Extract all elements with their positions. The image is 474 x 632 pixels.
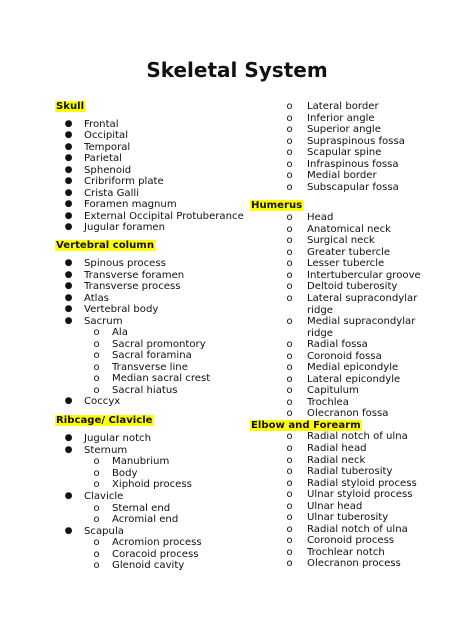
- list-item: Subscapular fossa: [307, 182, 399, 193]
- list-item: Sphenoid: [84, 165, 132, 176]
- bullet-circle-icon: o: [286, 547, 293, 558]
- list-item: Trochlear notch: [307, 547, 385, 558]
- bullet-dot-icon: ●: [64, 153, 73, 163]
- list-item: Deltoid tuberosity: [307, 281, 398, 292]
- bullet-circle-icon: o: [93, 479, 100, 490]
- bullet-circle-icon: o: [286, 212, 293, 223]
- list-item: Infraspinous fossa: [307, 159, 399, 170]
- list-item: Medial supracondylar: [307, 316, 416, 327]
- list-item: Lateral border: [307, 101, 379, 112]
- list-item: Frontal: [84, 119, 119, 130]
- list-item: Coracoid process: [112, 549, 199, 560]
- bullet-dot-icon: ●: [64, 258, 73, 268]
- list-item: Vertebral body: [84, 304, 159, 315]
- bullet-circle-icon: o: [286, 281, 293, 292]
- bullet-dot-icon: ●: [64, 176, 73, 186]
- bullet-circle-icon: o: [286, 270, 293, 281]
- list-item: Clavicle: [84, 491, 124, 502]
- list-item: Radial head: [307, 443, 367, 454]
- list-item: Head: [307, 212, 334, 223]
- bullet-circle-icon: o: [286, 159, 293, 170]
- bullet-circle-icon: o: [286, 247, 293, 258]
- bullet-dot-icon: ●: [64, 304, 73, 314]
- bullet-circle-icon: o: [286, 316, 293, 327]
- bullet-circle-icon: o: [93, 373, 100, 384]
- bullet-circle-icon: o: [93, 537, 100, 548]
- bullet-circle-icon: o: [286, 293, 293, 304]
- list-item: Scapular spine: [307, 147, 382, 158]
- list-item: Sacral hiatus: [112, 385, 178, 396]
- bullet-circle-icon: o: [286, 136, 293, 147]
- list-item: Trochlea: [307, 397, 349, 408]
- bullet-circle-icon: o: [286, 351, 293, 362]
- bullet-circle-icon: o: [93, 560, 100, 571]
- list-item: Sternum: [84, 445, 128, 456]
- bullet-dot-icon: ●: [64, 165, 73, 175]
- list-item: Sacral foramina: [112, 350, 192, 361]
- list-item: Acromial end: [112, 514, 179, 525]
- list-item: Median sacral crest: [112, 373, 211, 384]
- list-item: Parietal: [84, 153, 122, 164]
- list-item: Temporal: [84, 142, 131, 153]
- section-heading-text: Ribcage/ Clavicle: [56, 415, 153, 426]
- list-item: Jugular notch: [84, 433, 152, 444]
- bullet-circle-icon: o: [93, 549, 100, 560]
- list-item: Inferior angle: [307, 113, 375, 124]
- bullet-circle-icon: o: [286, 101, 293, 112]
- bullet-circle-icon: o: [286, 478, 293, 489]
- bullet-circle-icon: o: [93, 514, 100, 525]
- list-item: Surgical neck: [307, 235, 375, 246]
- bullet-dot-icon: ●: [64, 130, 73, 140]
- list-item: Medial border: [307, 170, 377, 181]
- bullet-dot-icon: ●: [64, 222, 73, 232]
- list-item: Transverse line: [112, 362, 188, 373]
- bullet-circle-icon: o: [286, 535, 293, 546]
- list-item: Glenoid cavity: [112, 560, 185, 571]
- bullet-dot-icon: ●: [64, 445, 73, 455]
- section-heading-text: Elbow and Forearm: [251, 420, 361, 431]
- bullet-circle-icon: o: [286, 339, 293, 350]
- list-item: Transverse foramen: [84, 270, 185, 281]
- list-item: Medial epicondyle: [307, 362, 399, 373]
- list-item: Sacrum: [84, 316, 123, 327]
- list-item: Ulnar tuberosity: [307, 512, 389, 523]
- list-item: Olecranon process: [307, 558, 401, 569]
- bullet-circle-icon: o: [286, 501, 293, 512]
- bullet-circle-icon: o: [286, 235, 293, 246]
- list-item: Sacral promontory: [112, 339, 206, 350]
- list-item: Atlas: [84, 293, 109, 304]
- list-item: Sternal end: [112, 503, 171, 514]
- bullet-circle-icon: o: [286, 258, 293, 269]
- bullet-dot-icon: ●: [64, 316, 73, 326]
- bullet-circle-icon: o: [286, 431, 293, 442]
- list-item: Radial fossa: [307, 339, 368, 350]
- list-item: Scapula: [84, 526, 124, 537]
- list-item: Coronoid process: [307, 535, 395, 546]
- list-item: Xiphoid process: [112, 479, 192, 490]
- bullet-circle-icon: o: [286, 182, 293, 193]
- bullet-circle-icon: o: [286, 466, 293, 477]
- section-heading-text: Vertebral column: [56, 240, 155, 251]
- bullet-dot-icon: ●: [64, 281, 73, 291]
- list-item: Greater tubercle: [307, 247, 391, 258]
- list-item: Radial tuberosity: [307, 466, 393, 477]
- section-heading: [250, 200, 303, 211]
- list-item: Radial notch of ulna: [307, 431, 408, 442]
- bullet-circle-icon: o: [286, 455, 293, 466]
- bullet-circle-icon: o: [286, 374, 293, 385]
- list-item: Superior angle: [307, 124, 381, 135]
- bullet-dot-icon: ●: [64, 396, 73, 406]
- bullet-circle-icon: o: [93, 503, 100, 514]
- bullet-dot-icon: ●: [64, 188, 73, 198]
- list-item: Lateral epicondyle: [307, 374, 401, 385]
- list-item: Occipital: [84, 130, 129, 141]
- list-item: Radial neck: [307, 455, 366, 466]
- bullet-dot-icon: ●: [64, 491, 73, 501]
- list-item: Lesser tubercle: [307, 258, 385, 269]
- bullet-circle-icon: o: [286, 113, 293, 124]
- section-heading: [55, 101, 85, 112]
- list-item: Radial styloid process: [307, 478, 417, 489]
- bullet-dot-icon: ●: [64, 270, 73, 280]
- list-item: Body: [112, 468, 138, 479]
- list-item: Jugular foramen: [84, 222, 166, 233]
- list-item: Radial notch of ulna: [307, 524, 408, 535]
- bullet-circle-icon: o: [93, 339, 100, 350]
- list-item: Cribriform plate: [84, 176, 164, 187]
- bullet-circle-icon: o: [286, 558, 293, 569]
- list-item: Olecranon fossa: [307, 408, 389, 419]
- bullet-circle-icon: o: [93, 362, 100, 373]
- bullet-dot-icon: ●: [64, 293, 73, 303]
- bullet-circle-icon: o: [286, 443, 293, 454]
- list-item: Spinous process: [84, 258, 166, 269]
- list-item: Coronoid fossa: [307, 351, 382, 362]
- section-heading-text: Skull: [56, 101, 85, 112]
- bullet-circle-icon: o: [286, 512, 293, 523]
- bullet-circle-icon: o: [93, 350, 100, 361]
- bullet-circle-icon: o: [286, 524, 293, 535]
- list-item: Supraspinous fossa: [307, 136, 405, 147]
- list-item-continuation: ridge: [307, 305, 333, 316]
- list-item: Crista Galli: [84, 188, 140, 199]
- list-item: Intertubercular groove: [307, 270, 421, 281]
- bullet-circle-icon: o: [93, 327, 100, 338]
- bullet-circle-icon: o: [286, 170, 293, 181]
- bullet-circle-icon: o: [286, 224, 293, 235]
- list-item: Ulnar styloid process: [307, 489, 413, 500]
- bullet-dot-icon: ●: [64, 433, 73, 443]
- page-title: Skeletal System: [146, 58, 328, 82]
- bullet-circle-icon: o: [93, 385, 100, 396]
- bullet-dot-icon: ●: [64, 211, 73, 221]
- bullet-circle-icon: o: [286, 397, 293, 408]
- list-item: Foramen magnum: [84, 199, 177, 210]
- bullet-dot-icon: ●: [64, 142, 73, 152]
- list-item: Transverse process: [84, 281, 181, 292]
- bullet-circle-icon: o: [93, 456, 100, 467]
- bullet-dot-icon: ●: [64, 199, 73, 209]
- list-item: External Occipital Protuberance: [84, 211, 244, 222]
- section-heading: [55, 240, 155, 251]
- section-heading: [250, 420, 362, 431]
- list-item: Ala: [112, 327, 128, 338]
- list-item: Ulnar head: [307, 501, 363, 512]
- list-item: Coccyx: [84, 396, 121, 407]
- list-item: Lateral supracondylar: [307, 293, 418, 304]
- bullet-circle-icon: o: [286, 147, 293, 158]
- list-item: Acromion process: [112, 537, 202, 548]
- section-heading-text: Humerus: [251, 200, 303, 211]
- bullet-dot-icon: ●: [64, 526, 73, 536]
- bullet-circle-icon: o: [286, 408, 293, 419]
- bullet-dot-icon: ●: [64, 119, 73, 129]
- list-item: Anatomical neck: [307, 224, 392, 235]
- bullet-circle-icon: o: [286, 489, 293, 500]
- list-item: Manubrium: [112, 456, 170, 467]
- bullet-circle-icon: o: [93, 468, 100, 479]
- bullet-circle-icon: o: [286, 385, 293, 396]
- bullet-circle-icon: o: [286, 362, 293, 373]
- section-heading: [55, 415, 154, 426]
- list-item: Capitulum: [307, 385, 359, 396]
- list-item-continuation: ridge: [307, 328, 333, 339]
- bullet-circle-icon: o: [286, 124, 293, 135]
